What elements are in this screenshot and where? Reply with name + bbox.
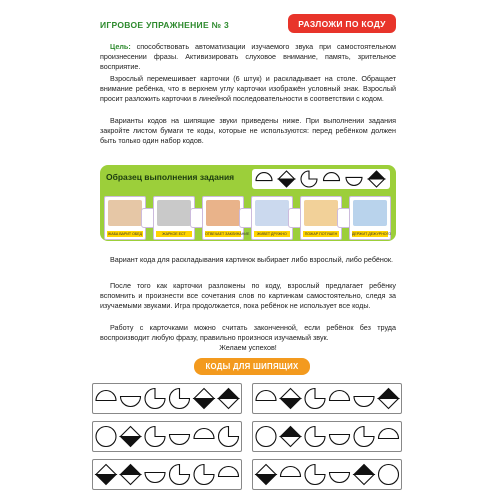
circle-icon — [96, 427, 116, 447]
circle-icon — [256, 427, 276, 447]
example-card — [202, 196, 250, 240]
example-code-shapes — [252, 169, 390, 189]
code-row — [92, 383, 242, 414]
exercise-title: ИГРОВОЕ УПРАЖНЕНИЕ № 3 — [100, 20, 230, 30]
instruction-text-1: Взрослый перемешивает карточки (6 штук) и раскладывает на столе. Обращает внимание ребёнка, что в верхнем углу карточки изображён условный знак. Взрослый просит разложить карточки в линейной последовательности в соответствии с кодом. — [100, 74, 396, 103]
circle-icon — [379, 465, 399, 485]
goal-paragraph — [100, 42, 396, 72]
pie-three-icon — [305, 427, 325, 447]
body-paragraph-2 — [100, 281, 396, 311]
card-caption: ЖАБА ВАРИТ ОБЕД — [107, 232, 143, 236]
code-row — [92, 421, 242, 452]
card-caption: ДЕРЖИТ ДЕЖУРНОГО — [352, 232, 392, 236]
arc-top-icon — [194, 429, 214, 439]
arc-bottom-icon — [346, 177, 362, 185]
example-card — [300, 196, 342, 240]
example-card — [153, 196, 195, 240]
diamond-top-icon — [379, 389, 399, 409]
body-text-3: Работу с карточками можно считать законченной, если ребёнок без труда воспроизводит любую фразу, правильно произнося изучаемый звук. — [100, 323, 396, 342]
arc-top-icon — [324, 173, 340, 181]
code-row — [92, 459, 242, 490]
wish-text: Желаем успехов! — [219, 343, 277, 352]
card-caption: ПОЖАР ПОТУШЕН — [304, 232, 338, 236]
pie-quarter-icon — [170, 465, 190, 485]
code-shapes — [93, 384, 241, 413]
example-card — [104, 196, 146, 240]
pie-quarter-icon — [305, 389, 325, 409]
arc-top-icon — [256, 173, 272, 181]
pie-three-icon — [170, 389, 190, 409]
pie-quarter-icon — [301, 171, 317, 187]
pie-three-icon — [194, 465, 214, 485]
card-picture — [255, 200, 289, 226]
code-shapes — [253, 460, 401, 489]
diamond-bottom-icon — [194, 389, 214, 409]
body-text-2: После того как карточки разложены по коду, взрослый предлагает ребёнку вспомнить и произнести все сочетания слов по картинкам самостоятельно, следя за изучаемыми звуками. Игра продолжается, пока ребёнок не использует все коды. — [100, 281, 396, 310]
exercise-badge: РАЗЛОЖИ ПО КОДУ — [288, 14, 396, 33]
card-picture — [108, 200, 142, 226]
arc-bottom-icon — [330, 435, 350, 445]
diamond-top-icon — [121, 465, 141, 485]
card-picture — [206, 200, 240, 226]
card-caption: ЖАРКОЕ ЕСТ — [156, 231, 192, 237]
body-paragraph-1 — [100, 255, 396, 265]
goal-text: способствовать автоматизации изучаемого звука при самостоятельном произнесении фразы. Активизировать слуховое внимание, память, зрительное восприятие. — [100, 42, 396, 71]
example-code-strip — [252, 169, 390, 189]
code-shapes — [93, 460, 241, 489]
code-shapes — [253, 384, 401, 413]
diamond-bottom-icon — [256, 465, 276, 485]
card-picture — [304, 200, 338, 226]
example-title: Образец выполнения задания — [106, 172, 235, 182]
card-picture — [353, 200, 387, 226]
diamond-bottom-icon — [279, 171, 295, 187]
code-shapes — [93, 422, 241, 451]
arc-top-icon — [281, 467, 301, 477]
arc-top-icon — [379, 429, 399, 439]
instruction-paragraph-1 — [100, 74, 396, 104]
body-paragraph-3 — [100, 323, 396, 343]
code-shapes — [253, 422, 401, 451]
arc-top-icon — [256, 391, 276, 401]
code-row — [252, 383, 402, 414]
example-card — [251, 196, 293, 240]
arc-bottom-icon — [145, 473, 165, 483]
arc-bottom-icon — [354, 397, 374, 407]
codes-heading-button: КОДЫ ДЛЯ ШИПЯЩИХ — [194, 358, 310, 375]
card-caption: ЖИВЕТ ДРУЖНО — [254, 231, 290, 237]
code-row — [252, 421, 402, 452]
example-card — [349, 196, 391, 240]
goal-label: Цель: — [110, 42, 131, 51]
body-text-1: Вариант кода для раскладывания картинок выбирает либо взрослый, либо ребёнок. — [110, 255, 394, 264]
diamond-bottom-icon — [96, 465, 116, 485]
diamond-top-icon — [281, 427, 301, 447]
example-cards-row — [104, 196, 392, 240]
arc-bottom-icon — [170, 435, 190, 445]
diamond-bottom-icon — [121, 427, 141, 447]
card-caption: ОТВЕЧАЕТ ЗАКЛИНАНИЕ — [205, 232, 250, 236]
instruction-paragraph-2 — [100, 116, 396, 146]
pie-quarter-icon — [219, 427, 239, 447]
arc-bottom-icon — [121, 397, 141, 407]
arc-top-icon — [219, 467, 239, 477]
diamond-bottom-icon — [281, 389, 301, 409]
arc-top-icon — [330, 391, 350, 401]
pie-quarter-icon — [145, 389, 165, 409]
pie-quarter-icon — [305, 465, 325, 485]
instruction-text-2: Варианты кодов на шипящие звуки приведены ниже. При выполнении задания закройте листом бумаги те коды, которые не используются: перед ребёнком должен быть только один набор кодов. — [100, 116, 396, 145]
pie-three-icon — [145, 427, 165, 447]
diamond-top-icon — [369, 171, 385, 187]
arc-bottom-icon — [330, 473, 350, 483]
pie-quarter-icon — [354, 427, 374, 447]
card-picture — [157, 200, 191, 226]
diamond-top-icon — [219, 389, 239, 409]
diamond-top-icon — [354, 465, 374, 485]
code-row — [252, 459, 402, 490]
arc-top-icon — [96, 391, 116, 401]
